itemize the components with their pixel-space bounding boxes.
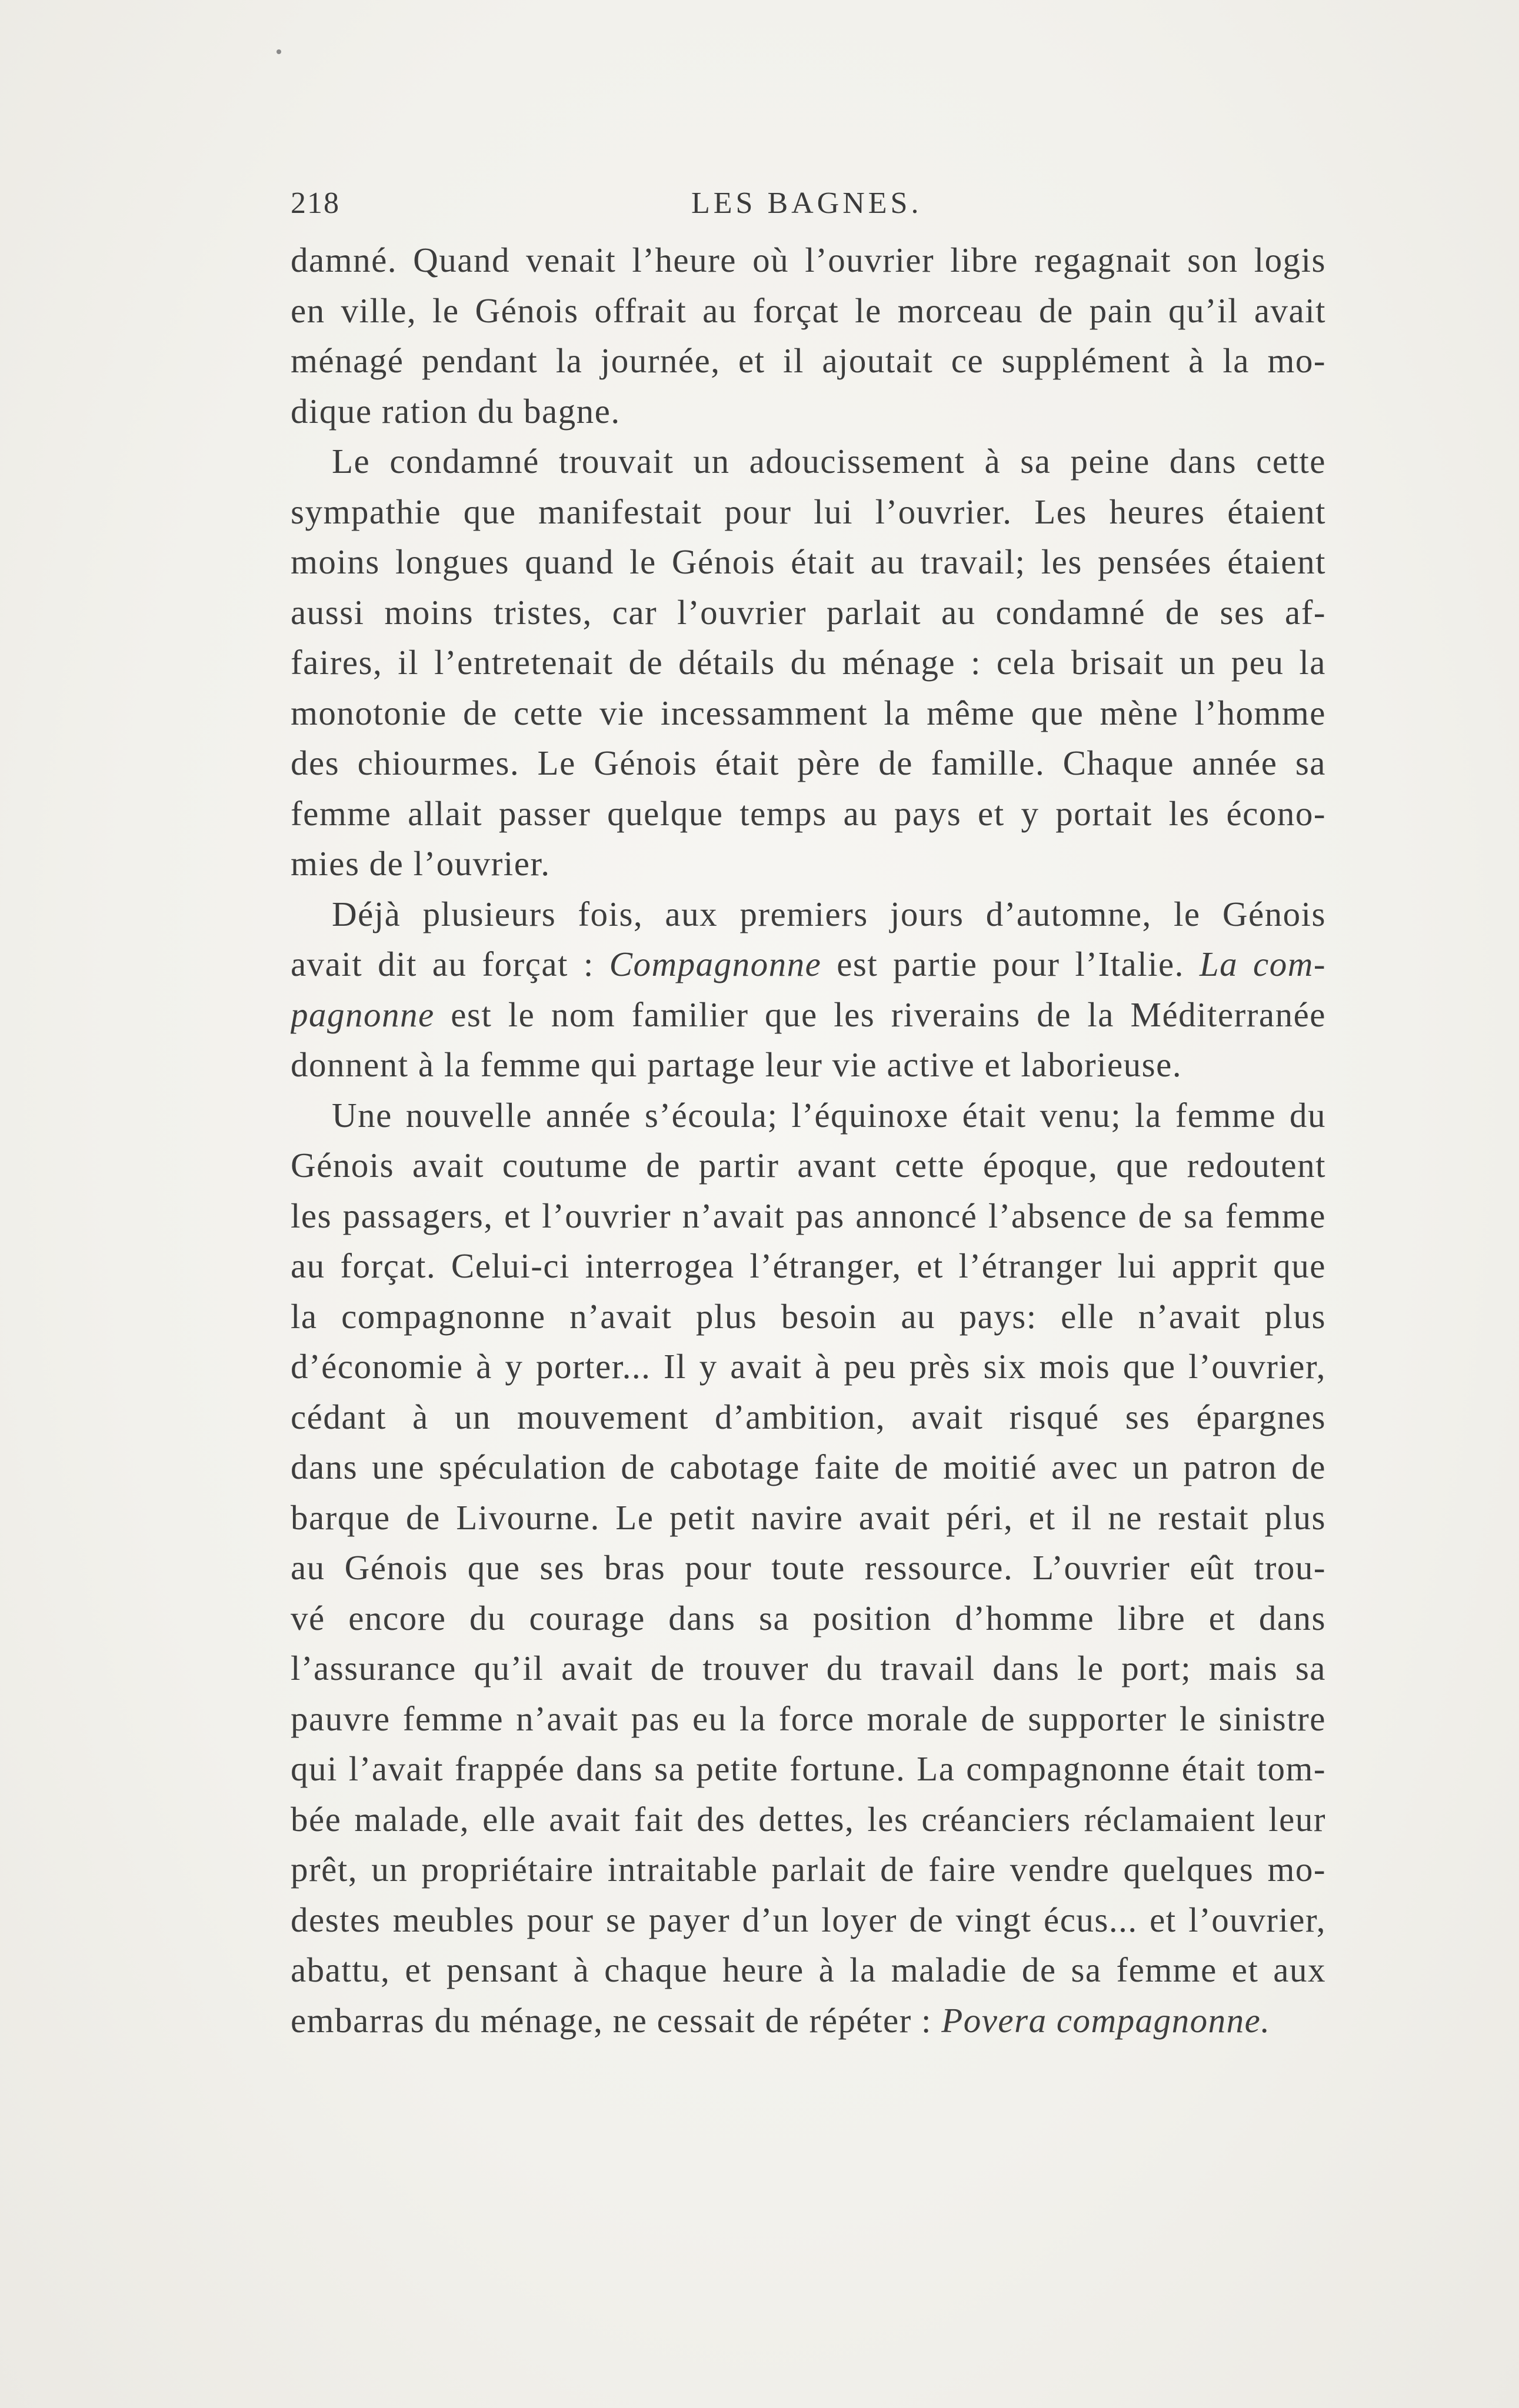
text-line: dans une spéculation de cabotage faite de moitié avec un patron de (291, 1448, 1326, 1486)
text-line: ménagé pendant la journée, et il ajoutait ce supplément à la mo- (291, 341, 1326, 380)
text-line: cédant à un mouvement d’ambition, avait risqué ses épargnes (291, 1397, 1326, 1436)
text-line: monotonie de cette vie incessamment la même que mène l’homme (291, 693, 1326, 732)
text-line: femme allait passer quelque temps au pays et y portait les écono- (291, 793, 1326, 833)
text-line: pauvre femme n’avait pas eu la force morale de supporter le sinistre (291, 1699, 1326, 1738)
text-line: aussi moins tristes, car l’ouvrier parlait au condamné de ses af- (291, 592, 1326, 632)
text-line: Une nouvelle année s’écoula; l’équinoxe était venu; la femme du (332, 1095, 1326, 1135)
text-line: Le condamné trouvait un adoucissement à sa peine dans cette (332, 442, 1326, 481)
italic-run: Povera compagnonne. (941, 2000, 1271, 2040)
text-line (291, 1996, 1326, 2046)
italic-run: pagnonne (291, 995, 435, 1034)
text-line: Génois avait coutume de partir avant cette époque, que redoutent (291, 1146, 1326, 1185)
text-line: vé encore du courage dans sa position d’homme libre et dans (291, 1598, 1326, 1637)
text-line: abattu, et pensant à chaque heure à la maladie de sa femme et aux (291, 1950, 1326, 1989)
text-line: mies de l’ouvrier. (291, 844, 551, 883)
text-line: dique ration du bagne. (291, 391, 621, 431)
text-line (291, 939, 1326, 990)
text-line: destes meubles pour se payer d’un loyer de vingt écus... et l’ouvrier, (291, 1900, 1326, 1939)
page-number: 218 (291, 186, 340, 220)
text-run: est partie pour l’Italie. (821, 945, 1200, 983)
text-line: la compagnonne n’avait plus besoin au pays: elle n’avait plus (291, 1296, 1326, 1336)
text-line: d’économie à y porter... Il y avait à peu près six mois que l’ouvrier, (291, 1347, 1326, 1386)
running-head (291, 186, 1326, 227)
text-run: avait dit au forçat : (291, 945, 609, 983)
text-line: des chiourmes. Le Génois était père de famille. Chaque année sa (291, 743, 1326, 782)
running-title: LES BAGNES. (691, 186, 922, 220)
text-line: au forçat. Celui-ci interrogea l’étranger, et l’étranger lui apprit que (291, 1246, 1326, 1285)
text-line: l’assurance qu’il avait de trouver du travail dans le port; mais sa (291, 1649, 1326, 1687)
text-line: les passagers, et l’ouvrier n’avait pas annoncé l’absence de sa femme (291, 1196, 1326, 1235)
text-line: qui l’avait frappée dans sa petite fortune. La compagnonne était tom- (291, 1749, 1326, 1788)
paper-speck (277, 49, 281, 54)
italic-run: Compagnonne (609, 945, 822, 983)
text-line: damné. Quand venait l’heure où l’ouvrier libre regagnait son logis (291, 241, 1326, 279)
body-text (291, 235, 1326, 2046)
text-line: sympathie que manifestait pour lui l’ouvrier. Les heures étaient (291, 492, 1326, 531)
text-line: faires, il l’entretenait de détails du ménage : cela brisait un peu la (291, 643, 1326, 682)
text-line: prêt, un propriétaire intraitable parlait de faire vendre quelques mo- (291, 1850, 1326, 1889)
text-run: embarras du ménage, ne cessait de répéter : (291, 2000, 942, 2040)
text-line: au Génois que ses bras pour toute ressource. L’ouvrier eût trou- (291, 1548, 1326, 1587)
italic-run: La com- (1199, 945, 1326, 983)
text-line: Déjà plusieurs fois, aux premiers jours d’automne, le Génois (332, 894, 1326, 933)
text-line: moins longues quand le Génois était au travail; les pensées étaient (291, 542, 1326, 581)
text-run: est le nom familier que les riverains de la Méditerranée (434, 995, 1326, 1034)
text-line: bée malade, elle avait fait des dettes, les créanciers réclamaient leur (291, 1799, 1326, 1839)
text-line: donnent à la femme qui partage leur vie active et laborieuse. (291, 1045, 1182, 1084)
text-line: en ville, le Génois offrait au forçat le morceau de pain qu’il avait (291, 291, 1326, 330)
text-line (291, 990, 1326, 1040)
text-line: barque de Livourne. Le petit navire avait péri, et il ne restait plus (291, 1498, 1326, 1537)
